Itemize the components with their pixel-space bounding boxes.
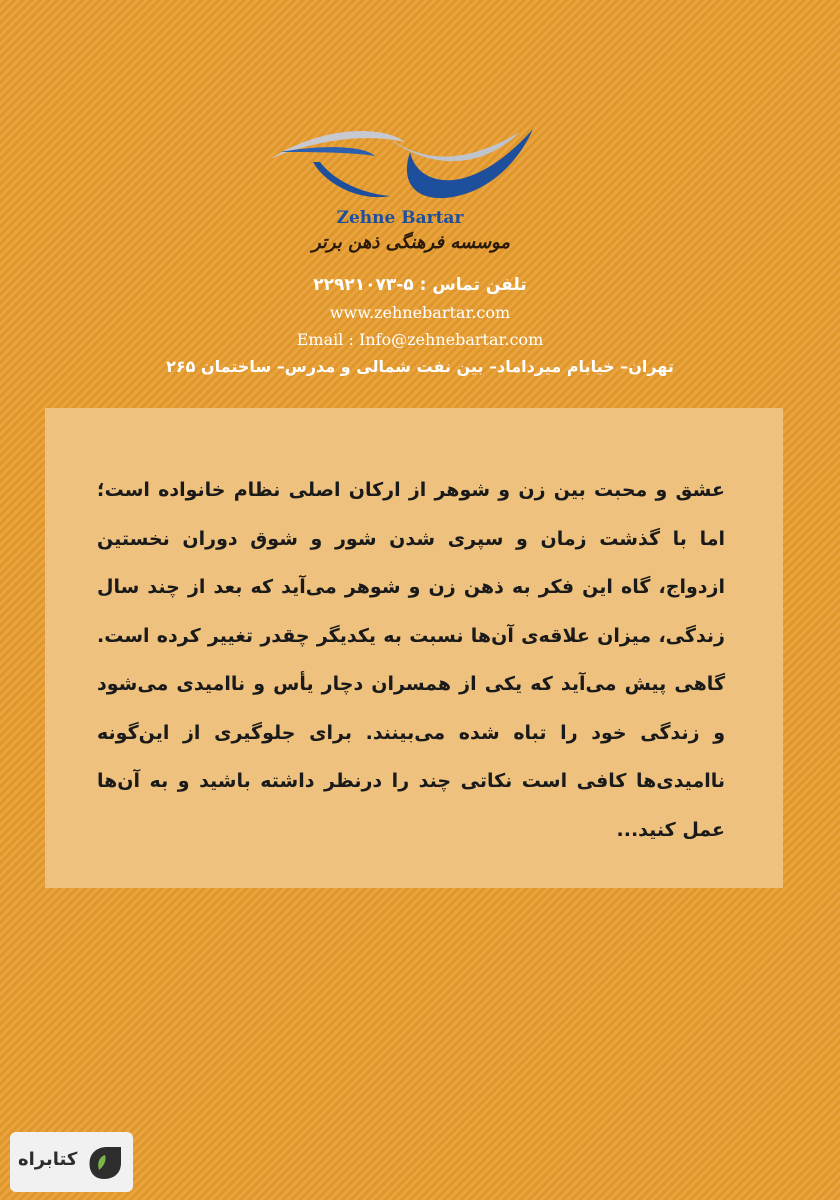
- brand-name-fa: موسسه فرهنگی ذهن برتر: [311, 232, 510, 253]
- contact-website[interactable]: www.zehnebartar.com: [329, 303, 511, 322]
- contact-info: [120, 272, 720, 380]
- contact-phone: تلفن تماس : ۵-۲۲۹۲۱۰۷۳: [313, 275, 527, 295]
- publisher-badge[interactable]: [10, 1132, 133, 1192]
- contact-email[interactable]: Email : Info@zehnebartar.com: [296, 330, 544, 349]
- contact-address: تهران– خیابام میرداماد– بین نفت شمالی و مدرس– ساختمان ۲۶۵: [166, 357, 674, 376]
- publisher-label: کتابراه: [18, 1149, 78, 1170]
- book-leaf-icon: [85, 1143, 123, 1181]
- blurb-panel: [45, 408, 783, 888]
- blurb-text: عشق و محبت بین زن و شوهر از ارکان اصلی نظام خانواده است؛ اما با گذشت زمان و سپری شدن شور و شوق دوران نخستین ازدواج، گاه این فکر به ذهن زن و شوهر می‌آید که بعد از چند سال زندگی، میزان علاقه‌ی آن‌ها نسبت به یکدیگر چقدر تغییر کرده است. گاهی پیش می‌آید که یکی از همسران دچار یأس و ناامیدی می‌شود و زندگی خود را تباه شده می‌بینند. برای جلوگیری از این‌گونه ناامیدی‌ها کافی است نکاتی چند را درنظر داشته باشید و به آن‌ها عمل کنید...: [97, 479, 725, 841]
- brand-name-en: Zehne Bartar: [336, 208, 464, 228]
- brand-logo: [265, 124, 535, 220]
